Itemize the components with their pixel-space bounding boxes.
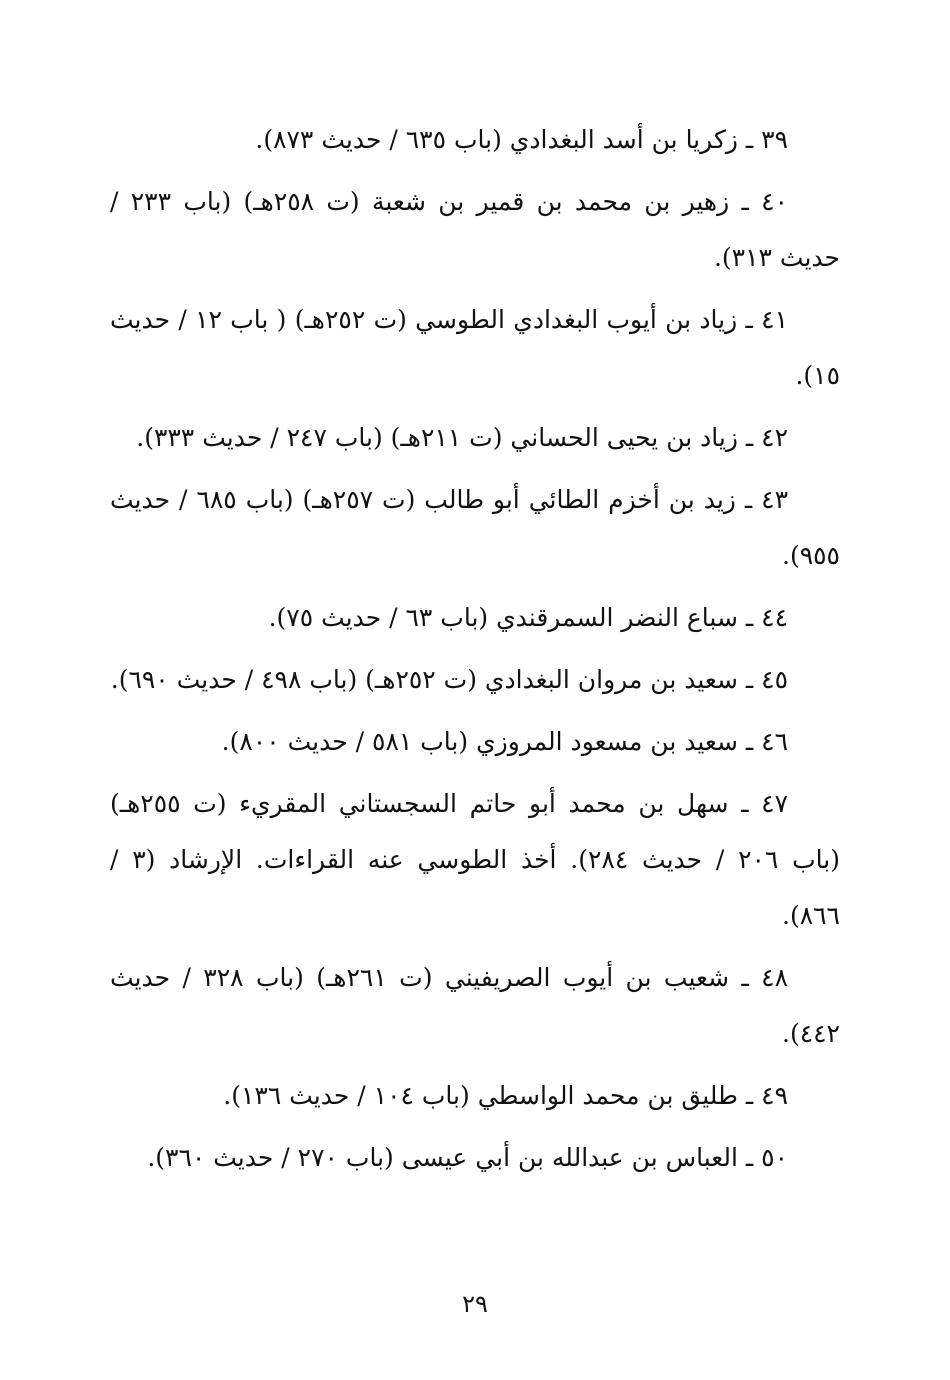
list-item-39: ٣٩ ـ زكريا بن أسد البغدادي (باب ٦٣٥ / حديث ٨٧٣).: [255, 125, 788, 154]
entries-list: [110, 112, 840, 1186]
list-item-42: ٤٢ ـ زياد بن يحيى الحساني (ت ٢١١هـ) (باب ٢٤٧ / حديث ٣٣٣).: [136, 423, 788, 452]
list-item-41: ٤١ ـ زياد بن أيوب البغدادي الطوسي (ت ٢٥٢هـ) ( باب ١٢ / حديث ١٥).: [110, 305, 840, 390]
list-item-47: ٤٧ ـ سهل بن محمد أبو حاتم السجستاني المقريء (ت ٢٥٥هـ) (باب ٢٠٦ / حديث ٢٨٤). أخذ الطوسي عنه القراءات. الإرشاد (٣ / ٨٦٦).: [110, 789, 841, 930]
list-item-48: ٤٨ ـ شعيب بن أيوب الصريفيني (ت ٢٦١هـ) (باب ٣٢٨ / حديث ٤٤٢).: [110, 963, 840, 1048]
list-item-46: ٤٦ ـ سعيد بن مسعود المروزي (باب ٥٨١ / حديث ٨٠٠).: [221, 727, 788, 756]
page-number: ٢٩: [462, 1290, 488, 1318]
list-item-49: ٤٩ ـ طليق بن محمد الواسطي (باب ١٠٤ / حديث ١٣٦).: [223, 1081, 788, 1110]
list-item-43: ٤٣ ـ زيد بن أخزم الطائي أبو طالب (ت ٢٥٧هـ) (باب ٦٨٥ / حديث ٩٥٥).: [110, 485, 840, 570]
list-item-50: ٥٠ ـ العباس بن عبدالله بن أبي عيسى (باب ٢٧٠ / حديث ٣٦٠).: [147, 1143, 788, 1172]
list-item-45: ٤٥ ـ سعيد بن مروان البغدادي (ت ٢٥٢هـ) (باب ٤٩٨ / حديث ٦٩٠).: [110, 665, 788, 694]
list-item-40: ٤٠ ـ زهير بن محمد بن قمير بن شعبة (ت ٢٥٨هـ) (باب ٢٣٣ / حديث ٣١٣).: [110, 187, 840, 272]
list-item-44: ٤٤ ـ سباع النضر السمرقندي (باب ٦٣ / حديث ٧٥).: [268, 603, 788, 632]
